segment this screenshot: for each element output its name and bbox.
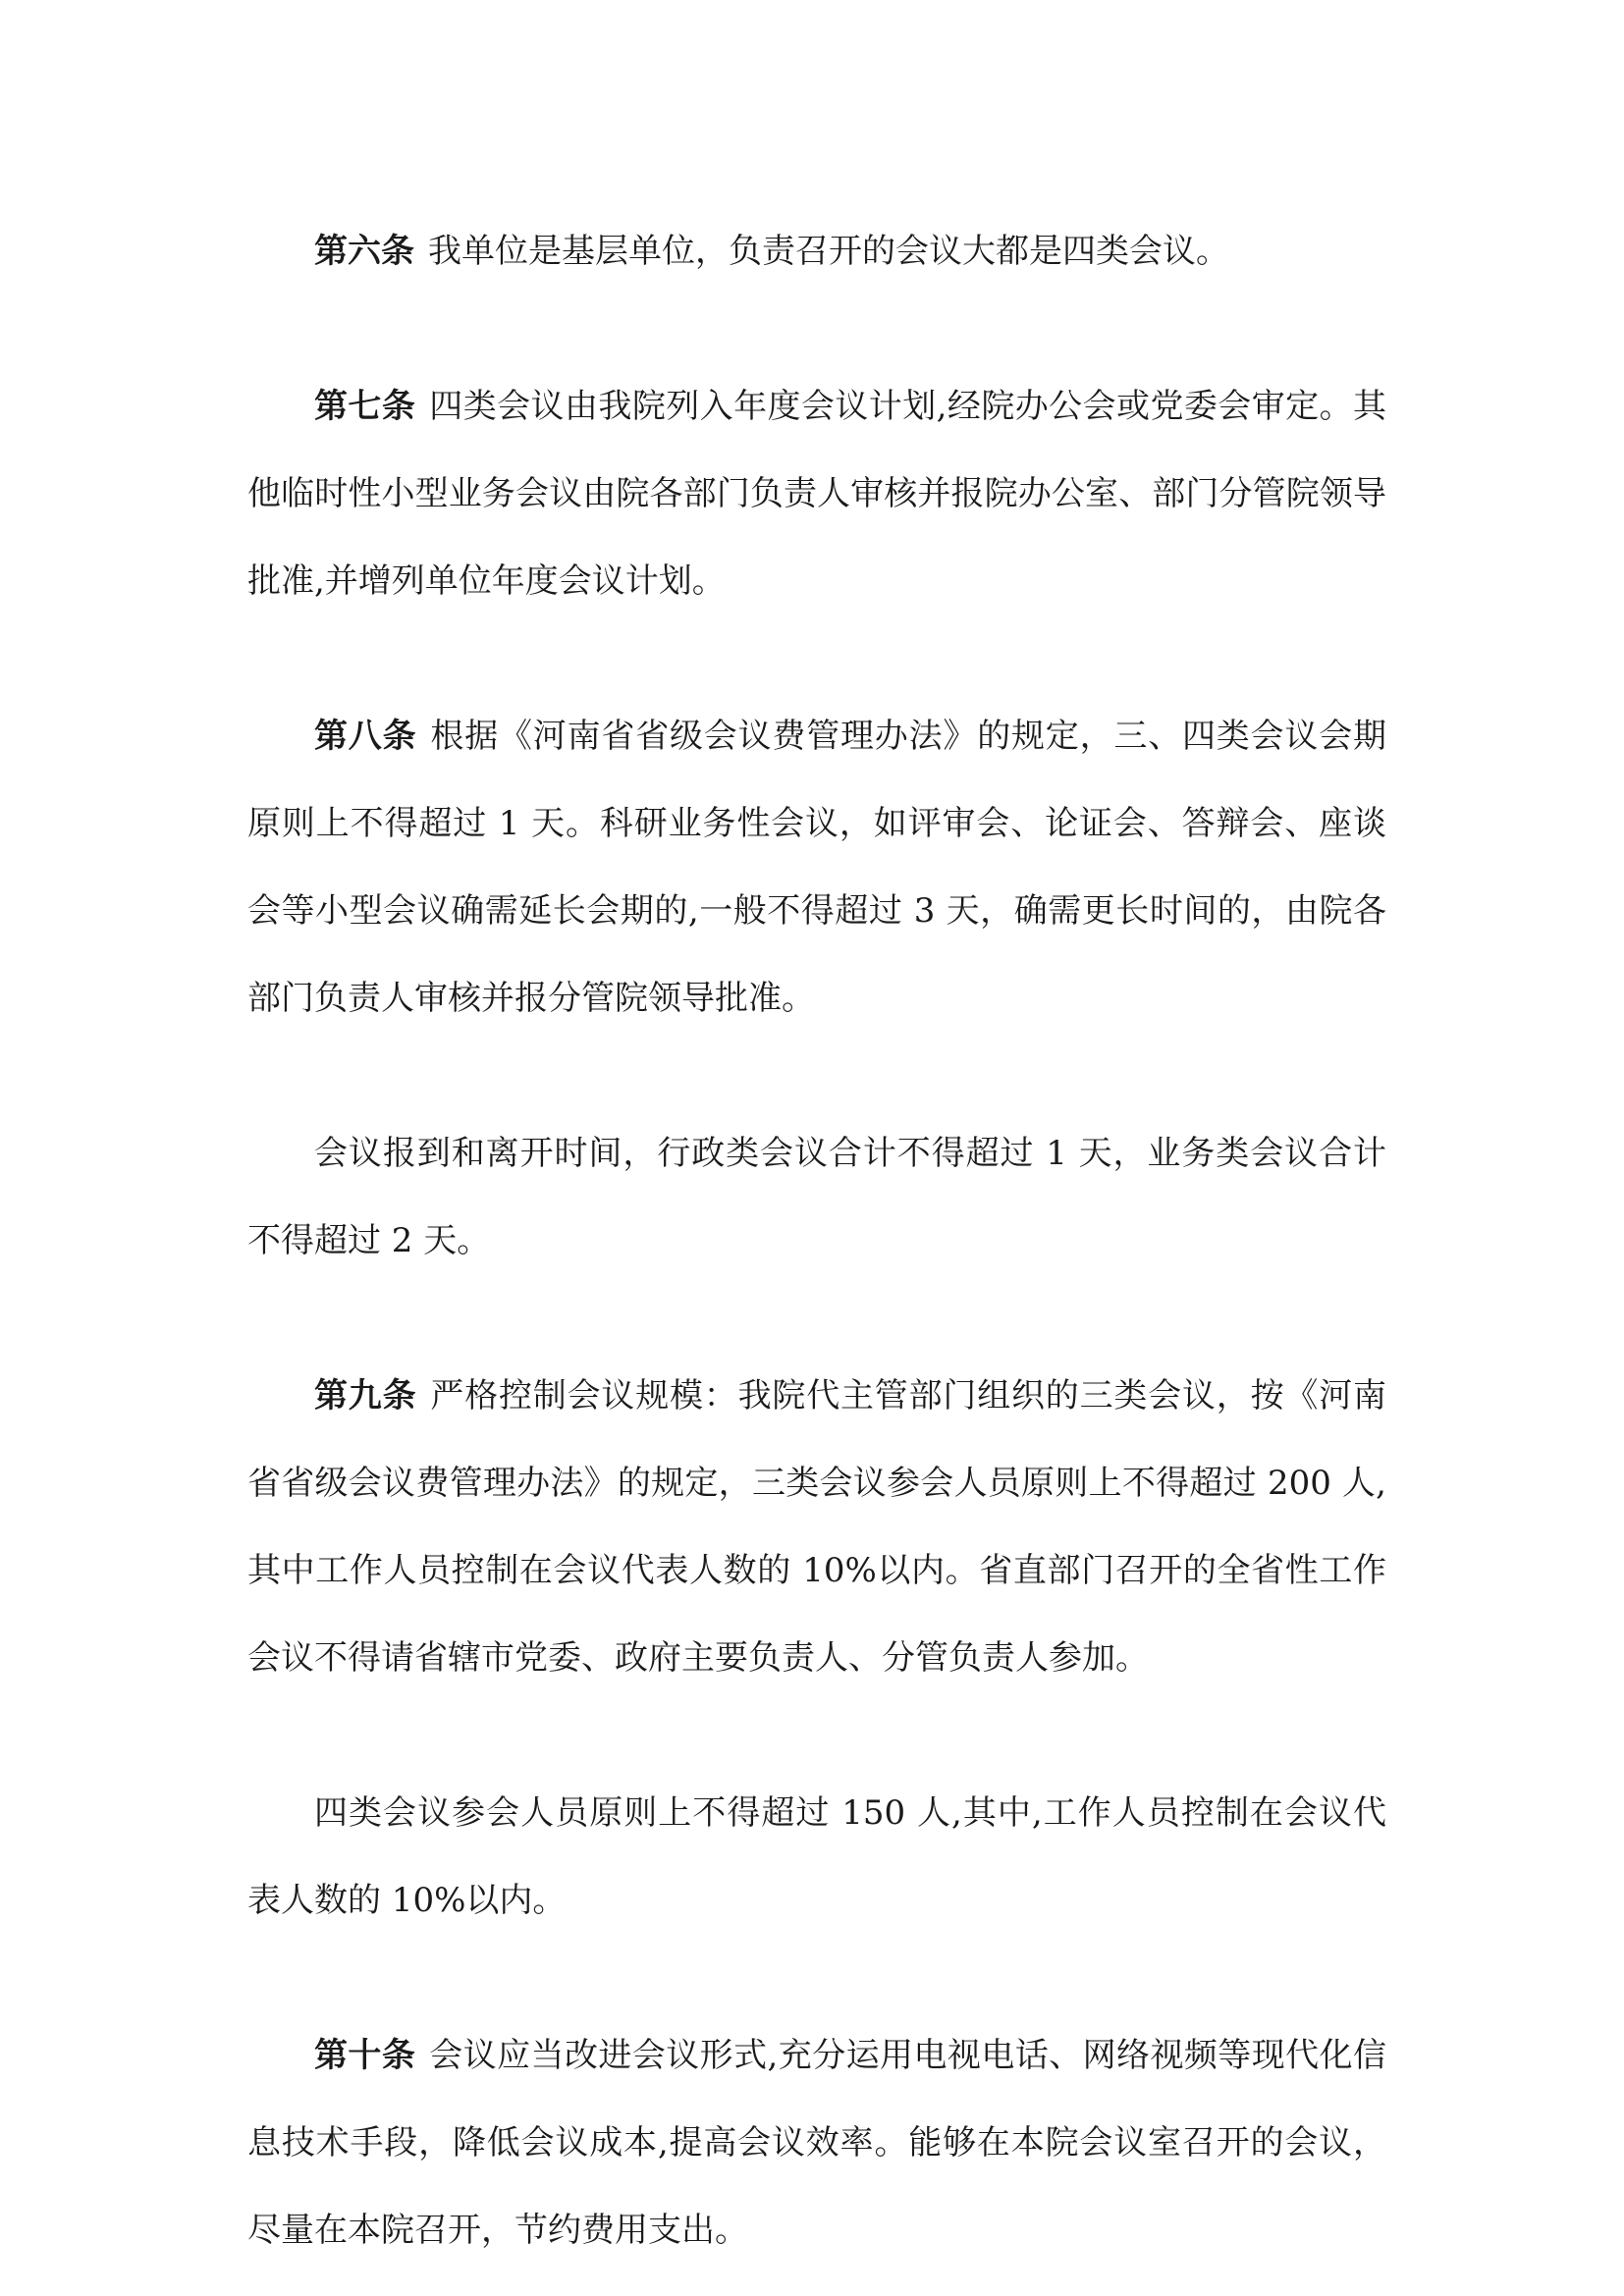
document-body	[247, 208, 1386, 2274]
article-8-continuation-paragraph	[247, 1110, 1386, 1285]
article-6-heading: 第六条	[314, 232, 414, 271]
article-6-paragraph	[247, 208, 1386, 295]
article-10-text: 会议应当改进会议形式,充分运用电视电话、网络视频等现代化信息技术手段，降低会议成本,提高会议效率。能够在本院会议室召开的会议，尽量在本院召开，节约费用支出。	[247, 2036, 1386, 2250]
article-9-text: 严格控制会议规模：我院代主管部门组织的三类会议，按《河南省省级会议费管理办法》的规定，三类会议参会人员原则上不得超过 200 人,其中工作人员控制在会议代表人数的 10%以内。省直部门召开的全省性工作会议不得请省辖市党委、政府主要负责人、分管负责人参加。	[247, 1376, 1387, 1678]
article-8-continuation-text: 会议报到和离开时间，行政类会议合计不得超过 1 天，业务类会议合计不得超过 2 天。	[247, 1134, 1386, 1260]
article-8-paragraph	[247, 693, 1386, 1042]
article-7-paragraph	[247, 363, 1386, 625]
article-8-heading: 第八条	[314, 717, 417, 756]
article-10-heading: 第十条	[314, 2036, 416, 2075]
article-6-text: 我单位是基层单位，负责召开的会议大都是四类会议。	[428, 232, 1229, 271]
article-9-continuation-text: 四类会议参会人员原则上不得超过 150 人,其中,工作人员控制在会议代表人数的 10%以内。	[247, 1793, 1386, 1920]
article-8-text: 根据《河南省省级会议费管理办法》的规定，三、四类会议会期原则上不得超过 1 天。科研业务性会议，如评审会、论证会、答辩会、座谈会等小型会议确需延长会期的,一般不得超过 3 天，确需更长时间的，由院各部门负责人审核并报分管院领导批准。	[247, 717, 1387, 1018]
article-7-heading: 第七条	[314, 387, 416, 426]
article-9-continuation-paragraph	[247, 1770, 1386, 1945]
article-7-text: 四类会议由我院列入年度会议计划,经院办公会或党委会审定。其他临时性小型业务会议由院各部门负责人审核并报院办公室、部门分管院领导批准,并增列单位年度会议计划。	[247, 387, 1386, 601]
article-10-paragraph	[247, 2012, 1386, 2274]
article-9-heading: 第九条	[314, 1376, 417, 1415]
article-9-paragraph	[247, 1353, 1386, 1702]
